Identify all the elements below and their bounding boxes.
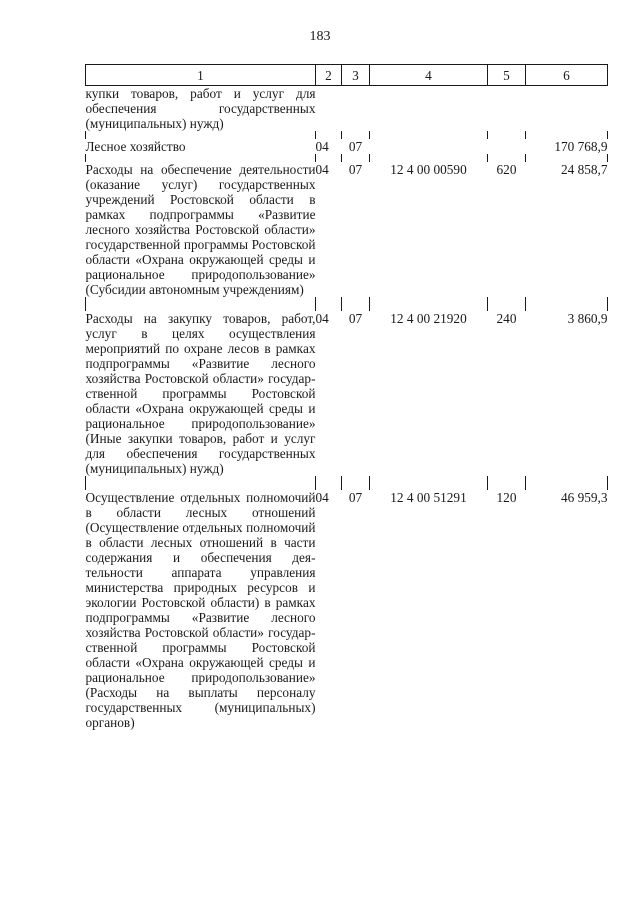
row-section: 04 xyxy=(315,162,329,177)
budget-table xyxy=(85,64,608,730)
row-description: Лесное хозяйство xyxy=(85,139,186,154)
row-section xyxy=(316,86,342,132)
header-col-4: 4 xyxy=(370,65,488,86)
row-subsection: 07 xyxy=(348,311,363,326)
header-col-5: 5 xyxy=(488,65,526,86)
row-target-article: 12 4 00 51291 xyxy=(390,490,467,505)
row-spacer xyxy=(86,154,608,162)
row-amount: 24 858,7 xyxy=(560,162,608,177)
row-target-article xyxy=(370,86,488,132)
row-spacer xyxy=(86,131,608,139)
row-target-article xyxy=(370,139,488,154)
row-expense-type: 120 xyxy=(496,490,517,505)
row-subsection: 07 xyxy=(348,162,363,177)
row-spacer xyxy=(86,297,608,311)
table-row xyxy=(86,311,608,476)
table-row xyxy=(86,139,608,154)
row-subsection: 07 xyxy=(348,490,363,505)
header-col-1: 1 xyxy=(86,65,316,86)
row-subsection: 07 xyxy=(348,139,363,154)
page-number: 183 xyxy=(309,29,331,44)
header-col-2: 2 xyxy=(316,65,342,86)
row-description: Осуществление отдельных полномочий в области лесных отношений (Осуществление отдельных полномочий в области лесных отношений в части содержания и обеспечения деятельности аппарата управления министерства природных ресурсов и экологии Ростовской области) в рамках подпрограммы «Развитие лесного хозяйства Ростовской области» государственной программы Ростовской области «Охрана окружающей среды и рациональное природопользование» (Расходы на выплаты персоналу государственных (муниципальных) органов) xyxy=(85,490,316,730)
row-expense-type xyxy=(488,86,526,132)
row-description: Расходы на закупку товаров, работ, услуг в целях осуществления мероприятий по охране лесов в рамках подпрограммы «Развитие лесного хозяйства Ростовской области» государственной программы Ростовской области «Охрана окружающей среды и рациональное природопользование» (Иные закупки товаров, работ и услуг для обеспечения государственных (муниципальных) нужд) xyxy=(85,311,316,476)
row-description: купки товаров, работ и услуг для обеспечения государственных (муниципальных) нужд) xyxy=(85,86,316,131)
row-amount xyxy=(526,86,608,132)
table-header xyxy=(86,65,608,86)
row-target-article: 12 4 00 00590 xyxy=(390,162,467,177)
row-subsection xyxy=(342,86,370,132)
row-section: 04 xyxy=(315,311,329,326)
row-spacer xyxy=(86,476,608,490)
row-expense-type: 620 xyxy=(496,162,517,177)
header-col-3: 3 xyxy=(342,65,370,86)
header-col-6: 6 xyxy=(526,65,608,86)
table-row xyxy=(86,86,608,132)
header-row xyxy=(86,65,608,86)
row-section: 04 xyxy=(315,490,329,505)
row-description: Расходы на обеспечение деятельности (оказание услуг) государственных учреждений Ростовской области в рамках подпрограммы «Развитие лесного хозяйства Ростовской области» государственной программы Ростовской области «Охрана окружающей среды и рациональное природопользование» (Субсидии автономным учреждениям) xyxy=(85,162,316,297)
row-section: 04 xyxy=(315,139,329,154)
row-expense-type: 240 xyxy=(496,311,517,326)
table-body xyxy=(86,86,608,731)
row-amount: 170 768,9 xyxy=(554,139,608,154)
row-amount: 3 860,9 xyxy=(567,311,608,326)
table-row xyxy=(86,162,608,297)
row-expense-type xyxy=(488,139,526,154)
row-target-article: 12 4 00 21920 xyxy=(390,311,467,326)
row-amount: 46 959,3 xyxy=(560,490,608,505)
table-row xyxy=(86,490,608,730)
